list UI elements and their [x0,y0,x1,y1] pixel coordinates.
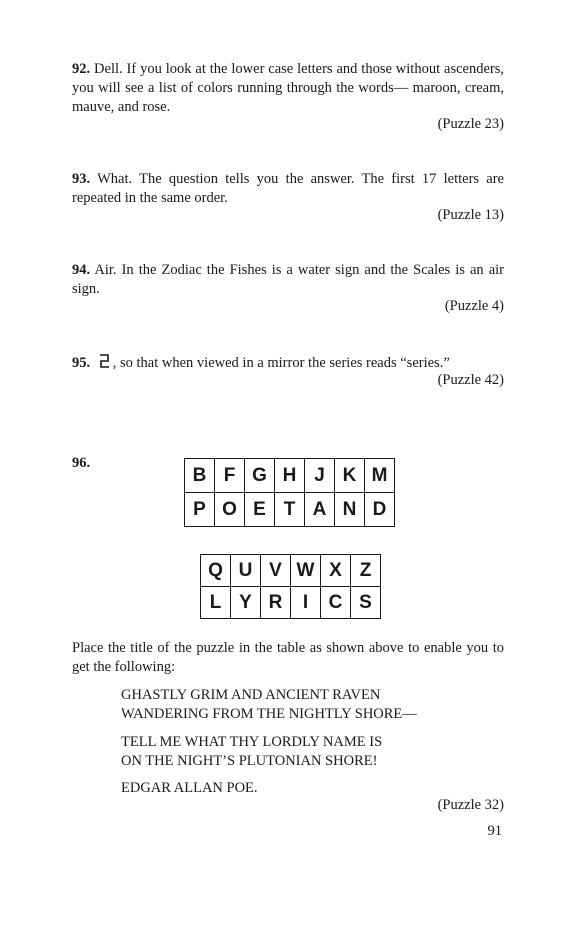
grid-cell: X [321,555,351,587]
grid-row [185,493,395,527]
grid-cell: J [305,459,335,493]
puzzle-reference: (Puzzle 23) [437,116,504,132]
poem-line: WANDERING FROM THE NIGHTLY SHORE— [121,706,417,722]
grid-cell: N [335,493,365,527]
mirrored-digit-icon [99,353,110,369]
poem-line: ON THE NIGHT’S PLUTONIAN SHORE! [121,753,378,769]
answer-text: Air. In the Zodiac the Fishes is a water sign and the Scales is an air sign. [72,262,505,297]
letter-grid-bottom [200,554,381,619]
grid-cell: Y [231,587,261,619]
grid-cell: I [291,587,321,619]
grid-cell: D [365,493,395,527]
answer-96-number: 96. [72,455,91,471]
grid-cell: A [305,493,335,527]
answer-94 [72,261,504,299]
grid-row [201,555,381,587]
page-number: 91 [487,823,502,839]
grid-cell: T [275,493,305,527]
puzzle-reference: (Puzzle 42) [437,372,504,388]
answer-text: What. The question tells you the answer. The first 17 letters are repeated in the same order. [72,171,504,206]
letter-grid-top [184,458,395,527]
grid-cell: G [245,459,275,493]
answer-93 [72,170,504,208]
poem-line: GHASTLY GRIM AND ANCIENT RAVEN [121,687,381,703]
grid-cell: L [201,587,231,619]
poem-signature: EDGAR ALLAN POE. [121,780,258,796]
poem-line: TELL ME WHAT THY LORDLY NAME IS [121,734,383,750]
grid-cell: U [231,555,261,587]
puzzle-reference: (Puzzle 32) [437,797,504,813]
grid-cell: M [365,459,395,493]
grid-cell: Q [201,555,231,587]
grid-cell: V [261,555,291,587]
grid-cell: E [245,493,275,527]
answer-92 [72,60,504,117]
grid-cell: W [291,555,321,587]
grid-cell: S [351,587,381,619]
answer-number: 95. [72,355,91,371]
grid-cell: K [335,459,365,493]
answer-number: 93. [72,171,91,187]
grid-cell: F [215,459,245,493]
grid-cell: C [321,587,351,619]
answer-text: , so that when viewed in a mirror the series reads “series.” [112,355,450,371]
grid-cell: O [215,493,245,527]
answer-number: 92. [72,61,91,77]
answer-96-instruction: Place the title of the puzzle in the table as shown above to enable you to get the following: [72,640,504,675]
grid-cell: Z [351,555,381,587]
grid-cell: H [275,459,305,493]
answer-number: 94. [72,262,91,278]
grid-row [185,459,395,493]
puzzle-reference: (Puzzle 13) [437,207,504,223]
answer-text: Dell. If you look at the lower case letters and those without ascenders, you will see a list of colors running through the words— maroon, cream, mauve, and rose. [72,61,504,115]
grid-cell: P [185,493,215,527]
grid-cell: B [185,459,215,493]
puzzle-reference: (Puzzle 4) [444,298,504,314]
grid-cell: R [261,587,291,619]
grid-row [201,587,381,619]
answer-95 [72,353,504,373]
